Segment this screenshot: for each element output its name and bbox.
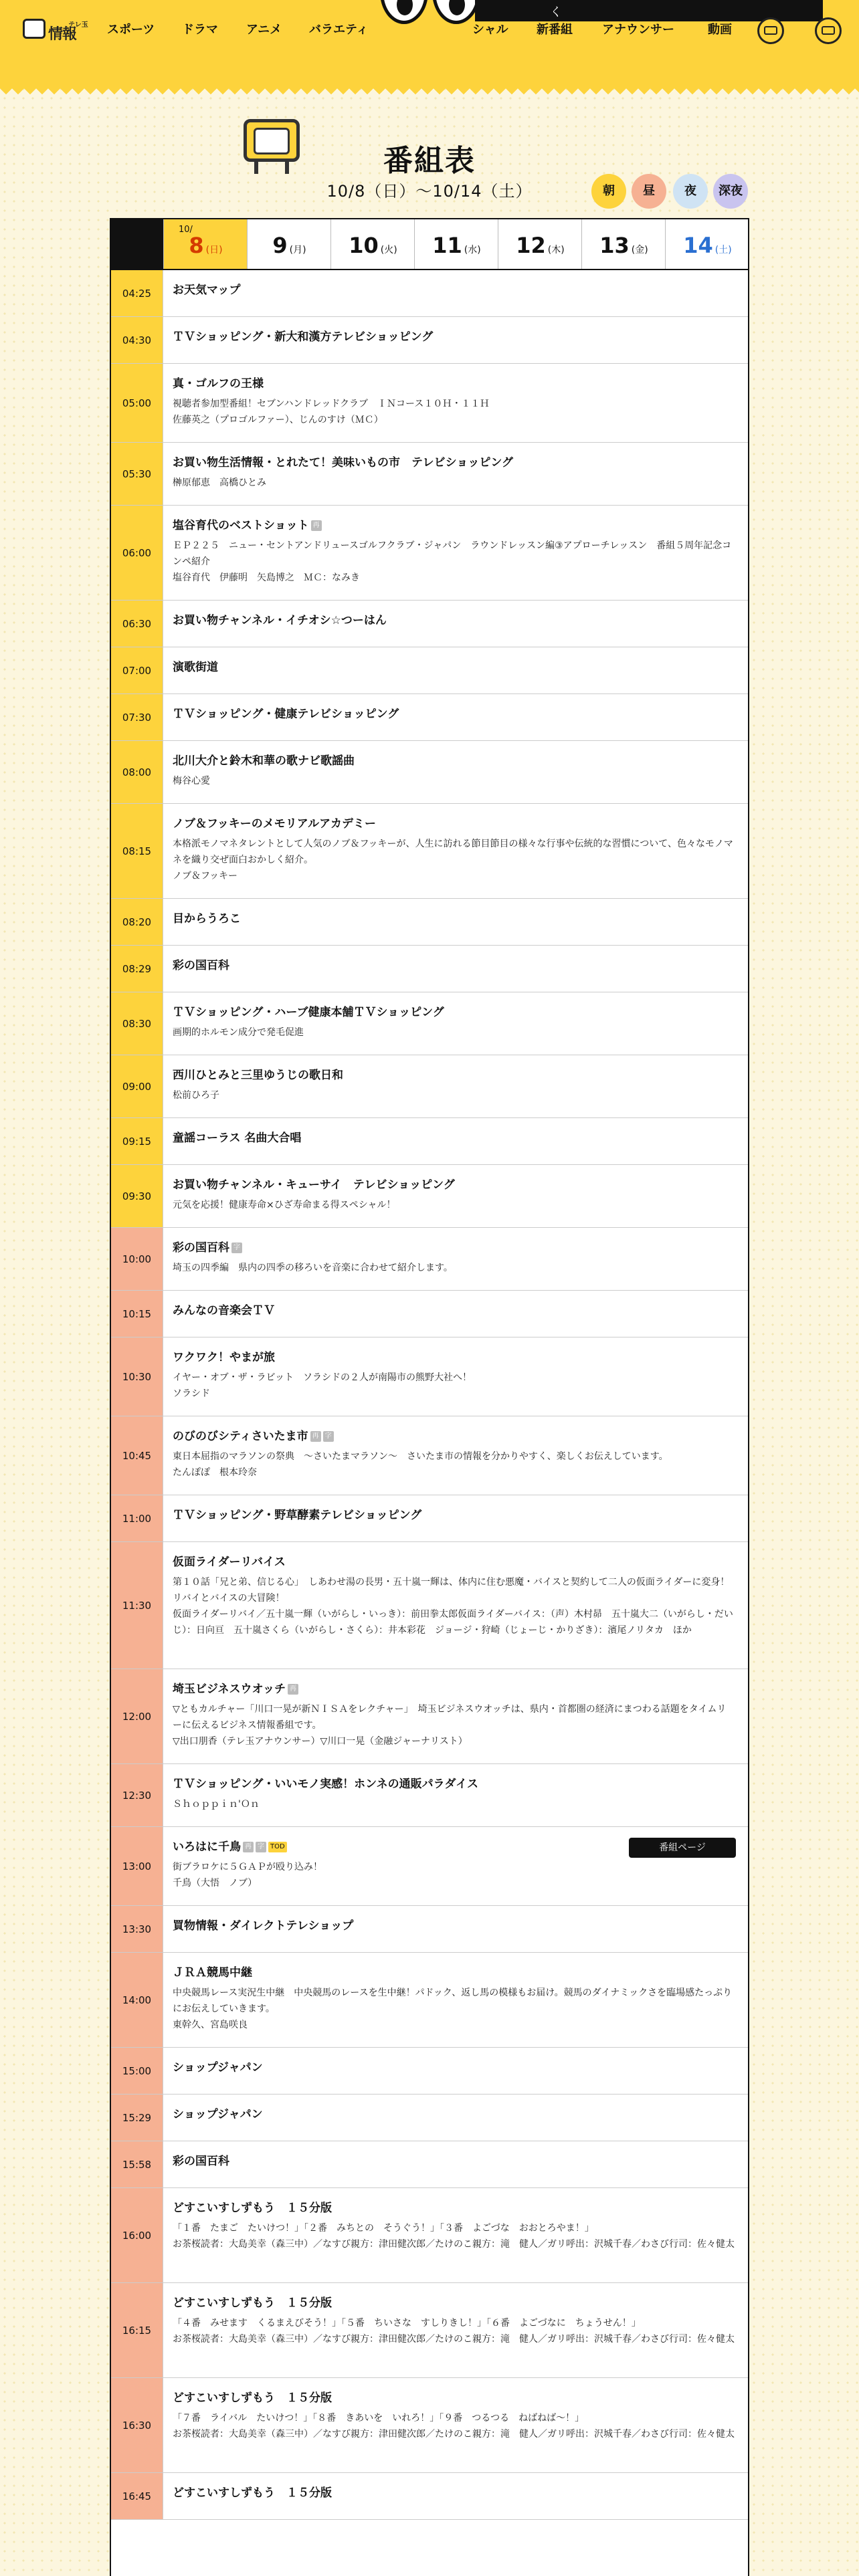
program-row[interactable] xyxy=(111,270,748,317)
program-title-line xyxy=(173,518,735,534)
program-body xyxy=(173,1004,735,1041)
program-row[interactable] xyxy=(111,1669,748,1764)
schedule-table xyxy=(110,218,749,2576)
program-time: 08:15 xyxy=(111,804,163,898)
program-description xyxy=(173,1859,735,1891)
site-header xyxy=(0,0,859,88)
program-description-line: 塩谷育代 伊藤明 矢島博之 ＭＣ：なみき xyxy=(173,572,360,583)
program-description xyxy=(173,475,735,491)
day-number: 11 xyxy=(432,233,462,258)
program-title[interactable]: どすこいすしずもう １５分版 xyxy=(173,2202,332,2215)
program-time: 10:30 xyxy=(111,1337,163,1416)
program-title-line xyxy=(173,1507,735,1523)
program-description xyxy=(173,2410,735,2442)
day-tab-date xyxy=(164,233,248,258)
tv-schedule-icon[interactable] xyxy=(757,17,784,44)
program-time: 04:30 xyxy=(111,317,163,363)
program-title[interactable]: お買い物チャンネル・キューサイ テレビショッピング xyxy=(173,1178,455,1192)
program-time: 05:30 xyxy=(111,443,163,505)
morning-button[interactable]: 朝 xyxy=(591,174,626,209)
logo-text: 情報 xyxy=(48,26,77,43)
program-body xyxy=(173,329,735,345)
day-tab-date xyxy=(331,233,415,258)
program-description-line: 元気を応援！健康寿命×ひざ寿命まる得スペシャル！ xyxy=(173,1200,396,1210)
program-title-line xyxy=(173,1918,735,1934)
program-body xyxy=(173,958,735,974)
program-body xyxy=(173,1240,735,1276)
day-tab-date xyxy=(415,233,498,258)
day-tab[interactable] xyxy=(498,219,581,269)
program-description xyxy=(173,1370,735,1402)
program-row[interactable] xyxy=(111,1764,748,1827)
program-time: 10:00 xyxy=(111,1228,163,1290)
program-title[interactable]: 彩の国百科 xyxy=(173,2155,229,2168)
program-body xyxy=(173,1130,735,1146)
daytime-button[interactable]: 昼 xyxy=(632,174,666,209)
program-body xyxy=(173,2200,735,2252)
tv-logo-icon xyxy=(23,19,45,39)
header-zigzag-edge xyxy=(0,88,859,100)
program-row[interactable] xyxy=(111,1542,748,1669)
program-body xyxy=(173,1554,735,1638)
day-of-week: (土) xyxy=(714,245,732,255)
program-title[interactable]: ノブ＆フッキーのメモリアルアカデミー xyxy=(173,817,376,831)
program-title[interactable]: どすこいすしずもう １５分版 xyxy=(173,2391,332,2405)
program-row[interactable] xyxy=(111,506,748,601)
program-description xyxy=(173,1087,735,1103)
date-range: 10/8（日）〜10/14（土） xyxy=(326,182,533,201)
program-title[interactable]: 彩の国百科 xyxy=(173,1241,229,1255)
program-title[interactable]: どすこいすしずもう １５分版 xyxy=(173,2486,332,2500)
program-row[interactable] xyxy=(111,1953,748,2048)
program-body xyxy=(173,1965,735,2033)
program-title-line xyxy=(173,1350,735,1366)
program-time: 16:15 xyxy=(111,2283,163,2377)
program-body xyxy=(173,816,735,884)
program-body xyxy=(173,1507,735,1523)
program-description-line: 千鳥（大悟 ノブ） xyxy=(173,1878,258,1889)
night-button[interactable]: 夜 xyxy=(673,174,708,209)
day-of-week: (日) xyxy=(205,245,223,255)
mascot-menu-icon[interactable] xyxy=(815,17,842,44)
program-title[interactable]: ショップジャパン xyxy=(173,2061,263,2074)
program-description-line: Ｓｈｏｐｐｉｎ'Ｏｎ xyxy=(173,1799,260,1810)
program-title[interactable]: 買物情報・ダイレクトテレショップ xyxy=(173,1919,354,1933)
program-body xyxy=(173,1350,735,1402)
program-description xyxy=(173,1574,735,1638)
program-title-line xyxy=(173,1177,735,1193)
program-description-line: 榊原郁恵 高橋ひとみ xyxy=(173,477,266,488)
program-body xyxy=(173,911,735,927)
program-time: 06:00 xyxy=(111,506,163,600)
program-row[interactable] xyxy=(111,1337,748,1416)
mascot-eyes-icon xyxy=(380,0,480,33)
program-title-line xyxy=(173,2295,735,2311)
program-row[interactable] xyxy=(111,317,748,364)
program-title-line xyxy=(173,2107,735,2123)
nav-special[interactable]: シャル xyxy=(472,23,508,37)
program-title-line xyxy=(173,2153,735,2169)
program-title-line xyxy=(173,1776,735,1792)
program-body xyxy=(173,753,735,789)
day-of-week: (火) xyxy=(380,245,397,255)
program-row[interactable] xyxy=(111,647,748,694)
day-number: 9 xyxy=(272,233,288,258)
program-time: 08:00 xyxy=(111,741,163,803)
program-description-line: 中央競馬レース実況生中継 中央競馬のレースを生中継！パドック、返し馬の模様もお届け。競馬のダイナミックさを臨場感たっぷりにお伝えしていきます。 xyxy=(173,1988,733,2014)
program-body xyxy=(173,455,735,491)
program-description-line: 埼玉の四季編 県内の四季の移ろいを音楽に合わせて紹介します。 xyxy=(173,1263,453,1273)
program-row[interactable] xyxy=(111,694,748,741)
program-row[interactable] xyxy=(111,443,748,506)
program-title[interactable]: 彩の国百科 xyxy=(173,959,229,972)
program-title[interactable]: いろはに千鳥 xyxy=(173,1840,241,1854)
program-description-line: お茶桜読者：大島美幸（森三中）／なすび親方：津田健次郎／たけのこ親方：滝 健人／ガリ呼出：沢城千春／わさび行司：佐々健太 xyxy=(173,2429,735,2440)
program-description xyxy=(173,538,735,586)
program-title[interactable]: お買い物生活情報・とれたて！美味いもの市 テレビショッピング xyxy=(173,456,513,469)
program-row[interactable] xyxy=(111,946,748,992)
program-title[interactable]: ＴＶショッピング・野草酵素テレビショッピング xyxy=(173,1509,422,1522)
program-time: 09:00 xyxy=(111,1055,163,1117)
nav-announcers[interactable]: アナウンサー xyxy=(602,23,674,37)
program-description-line: たんぽぽ 根本玲奈 xyxy=(173,1467,257,1478)
program-row[interactable] xyxy=(111,601,748,647)
program-row[interactable] xyxy=(111,2378,748,2473)
program-body xyxy=(173,2485,735,2501)
program-body xyxy=(173,2295,735,2347)
program-title-line xyxy=(173,706,735,722)
program-title-line xyxy=(173,1067,735,1083)
program-badge: 字 xyxy=(323,1431,334,1442)
program-time: 10:15 xyxy=(111,1291,163,1337)
program-description-line: 「７番 ライバル たいけつ！」「８番 きあいを いれろ！」「９番 つるつる ねばねば〜！」 xyxy=(173,2413,585,2424)
program-row[interactable] xyxy=(111,741,748,804)
program-description-line: 東幹久、宮島咲良 xyxy=(173,2020,248,2030)
program-description-line: 「４番 みせます くるまえびそう！」「５番 ちいさな すしりきし！」「６番 よごづなに ちょうせん！」 xyxy=(173,2318,641,2329)
program-title-line xyxy=(173,1428,735,1444)
program-row[interactable] xyxy=(111,1118,748,1165)
day-tab[interactable] xyxy=(414,219,498,269)
program-title-line xyxy=(173,911,735,927)
program-row[interactable] xyxy=(111,2095,748,2141)
program-row[interactable] xyxy=(111,2283,748,2378)
program-time: 15:29 xyxy=(111,2095,163,2141)
program-title[interactable]: ショップジャパン xyxy=(173,2108,263,2121)
day-tab-date xyxy=(248,233,331,258)
program-description xyxy=(173,2220,735,2252)
logo-sub-text: テレ玉 xyxy=(68,21,88,29)
program-description-line: お茶桜読者：大島美幸（森三中）／なすび親方：津田健次郎／たけのこ親方：滝 健人／ガリ呼出：沢城千春／わさび行司：佐々健太 xyxy=(173,2334,735,2345)
program-body xyxy=(173,282,735,298)
day-tab[interactable] xyxy=(247,219,330,269)
program-description-line: 仮面ライダーリバイ／五十嵐一輝（いがらし・いっき）：前田拳太郎仮面ライダーバイス：（声）木村昴 五十嵐大二（いがらし・だいじ）：日向亘 五十嵐さくら（いがらし・さくら）：井本彩花 ジョージ・狩崎（じょーじ・かりざき）：濱尾ノリタカ ほか xyxy=(173,1609,733,1636)
header-corner xyxy=(111,219,163,269)
program-description xyxy=(173,1985,735,2033)
program-title-line xyxy=(173,1681,735,1697)
program-row[interactable] xyxy=(111,1827,748,1906)
site-logo[interactable] xyxy=(19,12,92,52)
day-number: 13 xyxy=(599,233,630,258)
program-title[interactable]: どすこいすしずもう １５分版 xyxy=(173,2296,332,2310)
day-of-week: (木) xyxy=(547,245,565,255)
program-title[interactable]: ワクワク！やまが旅 xyxy=(173,1351,275,1364)
program-row[interactable] xyxy=(111,2188,748,2283)
program-description-line: 画期的ホルモン成分で発毛促進 xyxy=(173,1027,304,1038)
program-title-line xyxy=(173,1240,735,1256)
day-of-week: (金) xyxy=(631,245,648,255)
program-title-line xyxy=(173,958,735,974)
program-description-line: 本格派モノマネタレントとして人気のノブ＆フッキーが、人生に訪れる節目節目の様々な行事や伝統的な習慣について、色々なモノマネを織り交ぜ面白おかしく紹介。 xyxy=(173,839,733,865)
program-body xyxy=(173,1681,735,1749)
program-time: 15:00 xyxy=(111,2048,163,2094)
program-description-line: 第１０話「兄と弟、信じる心」 しあわせ湯の長男・五十嵐一輝は、体内に住む悪魔・バイスと契約して二人の仮面ライダーに変身！リバイとバイスの大冒険！ xyxy=(173,1577,730,1604)
program-title[interactable]: のびのびシティさいたま市 xyxy=(173,1430,308,1443)
program-row[interactable] xyxy=(111,2141,748,2188)
program-body xyxy=(173,706,735,722)
program-title[interactable]: 仮面ライダーリバイス xyxy=(173,1555,286,1569)
program-title[interactable]: 演歌街道 xyxy=(173,661,218,674)
program-description xyxy=(173,1701,735,1749)
program-description-line: イヤー・オブ・ザ・ラビット ソラシドの２人が南陽市の熊野大社へ！ xyxy=(173,1372,472,1383)
program-row[interactable] xyxy=(111,1055,748,1118)
program-title[interactable]: 西川ひとみと三里ゆうじの歌日和 xyxy=(173,1069,343,1082)
program-title-line xyxy=(173,1130,735,1146)
program-time: 07:30 xyxy=(111,694,163,740)
program-time: 13:00 xyxy=(111,1827,163,1905)
late-night-button[interactable]: 深夜 xyxy=(713,174,748,209)
program-body xyxy=(173,613,735,629)
program-title[interactable]: ＴＶショッピング・いいモノ実感！ホンネの通販パラダイス xyxy=(173,1778,478,1791)
program-description-line: お茶桜読者：大島美幸（森三中）／なすび親方：津田健次郎／たけのこ親方：滝 健人／ガリ呼出：沢城千春／わさび行司：佐々健太 xyxy=(173,2239,735,2250)
program-body xyxy=(173,2060,735,2076)
program-description-line: 梅谷心愛 xyxy=(173,776,210,786)
program-title[interactable]: 塩谷育代のベストショット xyxy=(173,519,309,532)
program-badge: TOD xyxy=(268,1842,287,1852)
program-title[interactable]: ＴＶショッピング・健康テレビショッピング xyxy=(173,708,399,721)
program-badge: 再 xyxy=(288,1684,298,1695)
program-time: 11:00 xyxy=(111,1495,163,1541)
program-title-line xyxy=(173,1303,735,1319)
program-title[interactable]: ＪＲＡ競馬中継 xyxy=(173,1966,252,1979)
program-body xyxy=(173,1776,735,1812)
program-body xyxy=(173,2153,735,2169)
program-time: 16:45 xyxy=(111,2473,163,2519)
day-tabs xyxy=(111,219,748,270)
program-row[interactable] xyxy=(111,1165,748,1228)
program-time: 08:29 xyxy=(111,946,163,992)
program-title[interactable]: 目からうろこ xyxy=(173,912,241,926)
nav-sports[interactable]: スポーツ xyxy=(107,23,155,37)
program-title[interactable]: みんなの音楽会ＴＶ xyxy=(173,1304,275,1317)
program-body xyxy=(173,1918,735,1934)
program-description xyxy=(173,1025,735,1041)
program-row[interactable] xyxy=(111,1291,748,1337)
program-time: 07:00 xyxy=(111,647,163,693)
program-row[interactable] xyxy=(111,1495,748,1542)
program-body xyxy=(173,2390,735,2442)
program-row[interactable] xyxy=(111,992,748,1055)
page-title: 番組表 xyxy=(383,144,476,178)
nav-new-programs[interactable]: 新番組 xyxy=(537,23,573,37)
program-row[interactable] xyxy=(111,899,748,946)
program-title[interactable]: 童謡コーラス 名曲大合唱 xyxy=(173,1132,302,1145)
program-row[interactable] xyxy=(111,2048,748,2095)
program-title[interactable]: ＴＶショッピング・ハーブ健康本舗ＴＶショッピング xyxy=(173,1006,444,1019)
program-description xyxy=(173,1796,735,1812)
day-tab-month: 10/ xyxy=(179,225,193,235)
program-body xyxy=(173,1303,735,1319)
program-title-line xyxy=(173,2485,735,2501)
program-description-line: ▽出口朋香（テレ玉アナウンサー）▽川口一晃（金融ジャーナリスト） xyxy=(173,1736,468,1747)
nav-anime[interactable]: アニメ xyxy=(246,23,282,37)
day-tab[interactable] xyxy=(330,219,414,269)
program-time: 05:00 xyxy=(111,364,163,442)
program-title-line xyxy=(173,753,735,769)
program-badge: 字 xyxy=(231,1243,242,1253)
nav-drama[interactable]: ドラマ xyxy=(182,23,218,37)
day-number: 12 xyxy=(516,233,546,258)
day-tab[interactable] xyxy=(665,219,749,269)
program-time: 16:30 xyxy=(111,2378,163,2472)
program-title[interactable]: 埼玉ビジネスウオッチ xyxy=(173,1683,286,1696)
day-tab[interactable] xyxy=(163,219,247,269)
program-body xyxy=(173,376,735,428)
program-row[interactable] xyxy=(111,2473,748,2520)
program-time: 09:15 xyxy=(111,1118,163,1164)
program-time: 08:30 xyxy=(111,992,163,1055)
program-description xyxy=(173,1197,735,1213)
program-description xyxy=(173,1260,735,1276)
day-tab-date xyxy=(498,233,582,258)
program-title-line xyxy=(173,816,735,832)
day-of-week: (月) xyxy=(289,245,306,255)
program-title-line xyxy=(173,2200,735,2216)
program-title-line xyxy=(173,2390,735,2406)
program-time: 09:30 xyxy=(111,1165,163,1227)
program-time: 12:30 xyxy=(111,1764,163,1826)
program-body xyxy=(173,1177,735,1213)
program-body xyxy=(173,1067,735,1103)
program-row[interactable] xyxy=(111,1416,748,1495)
program-time: 16:00 xyxy=(111,2188,163,2282)
day-number: 14 xyxy=(683,233,713,258)
program-title-line xyxy=(173,376,735,392)
program-description xyxy=(173,1448,735,1481)
program-badge: 再 xyxy=(310,1431,321,1442)
program-row[interactable] xyxy=(111,1228,748,1291)
program-title[interactable]: お買い物チャンネル・イチオシ☆つーはん xyxy=(173,614,387,627)
program-description xyxy=(173,836,735,884)
program-description-line: ノブ＆フッキー xyxy=(173,871,238,881)
program-title-line xyxy=(173,613,735,629)
program-title-line xyxy=(173,455,735,471)
day-number: 10 xyxy=(349,233,379,258)
program-title-line xyxy=(173,1004,735,1021)
chevron-left-icon[interactable]: く xyxy=(550,5,562,19)
day-of-week: (水) xyxy=(464,245,481,255)
program-badge: 再 xyxy=(311,520,322,531)
program-time: 06:30 xyxy=(111,601,163,647)
program-description-line: 松前ひろ子 xyxy=(173,1090,219,1101)
program-body xyxy=(173,2107,735,2123)
program-title[interactable]: 北川大介と鈴木和華の歌ナビ歌謡曲 xyxy=(173,754,355,768)
program-row[interactable] xyxy=(111,804,748,899)
program-time: 10:45 xyxy=(111,1416,163,1495)
program-row[interactable] xyxy=(111,364,748,443)
program-description xyxy=(173,773,735,789)
program-description-line: 視聴者参加型番組！セブンハンドレッドクラブ ＩＮコース１０Ｈ・１１Ｈ xyxy=(173,399,490,409)
program-time: 08:20 xyxy=(111,899,163,945)
program-title-line xyxy=(173,329,735,345)
day-tab-date xyxy=(582,233,666,258)
program-time: 15:58 xyxy=(111,2141,163,2187)
program-description-line: ▽ともカルチャー「川口一晃が新ＮＩＳＡをレクチャー」 埼玉ビジネスウオッチは、県内・首都圏の経済にまつわる話題をタイムリーに伝えるビジネス情報番組です。 xyxy=(173,1704,727,1731)
program-title[interactable]: 真・ゴルフの王様 xyxy=(173,377,264,391)
program-description-line: 「１番 たまご たいけつ！」「２番 みちとの そうぐう！」「３番 よごづな おおとろやま！」 xyxy=(173,2223,594,2234)
program-badge: 字 xyxy=(256,1842,266,1852)
nav-variety[interactable]: バラエティ xyxy=(309,23,369,37)
program-description-line: 街ブラロケに５ＧＡＰが殴り込み！ xyxy=(173,1862,322,1872)
program-title-line xyxy=(173,2060,735,2076)
program-description-line: ＥＰ２２５ ニュー・セントアンドリュースゴルフクラブ・ジャパン ラウンドレッスン編③アプローチレッスン 番組５周年記念コンペ紹介 xyxy=(173,540,732,567)
program-title[interactable]: お天気マップ xyxy=(173,284,241,297)
program-description-line: 佐藤英之（プロゴルファー）、じんのすけ（ＭＣ） xyxy=(173,415,383,425)
program-title-line xyxy=(173,1965,735,1981)
program-page-button[interactable]: 番組ページ xyxy=(629,1838,736,1858)
program-description xyxy=(173,396,735,428)
day-number: 8 xyxy=(189,233,204,258)
program-description xyxy=(173,2315,735,2347)
program-title-line xyxy=(173,282,735,298)
day-tab-date xyxy=(666,233,749,258)
program-time: 14:00 xyxy=(111,1953,163,2047)
program-row[interactable] xyxy=(111,1906,748,1953)
program-body xyxy=(173,1428,735,1481)
program-title-line xyxy=(173,659,735,675)
program-time: 11:30 xyxy=(111,1542,163,1669)
program-body xyxy=(173,659,735,675)
program-time: 13:30 xyxy=(111,1906,163,1952)
day-tab[interactable] xyxy=(581,219,665,269)
nav-videos[interactable]: 動画 xyxy=(708,23,732,37)
program-description-line: ソラシド xyxy=(173,1388,210,1399)
program-body xyxy=(173,518,735,586)
program-badge: 再 xyxy=(243,1842,254,1852)
program-time: 12:00 xyxy=(111,1669,163,1763)
title-block xyxy=(0,107,859,207)
program-title[interactable]: ＴＶショッピング・新大和漢方テレビショッピング xyxy=(173,330,434,344)
program-title-line xyxy=(173,1554,735,1570)
program-description-line: 東日本屈指のマラソンの祭典 〜さいたまマラソン〜 さいたま市の情報を分かりやすく、楽しくお伝えしています。 xyxy=(173,1451,668,1462)
program-time: 04:25 xyxy=(111,270,163,316)
